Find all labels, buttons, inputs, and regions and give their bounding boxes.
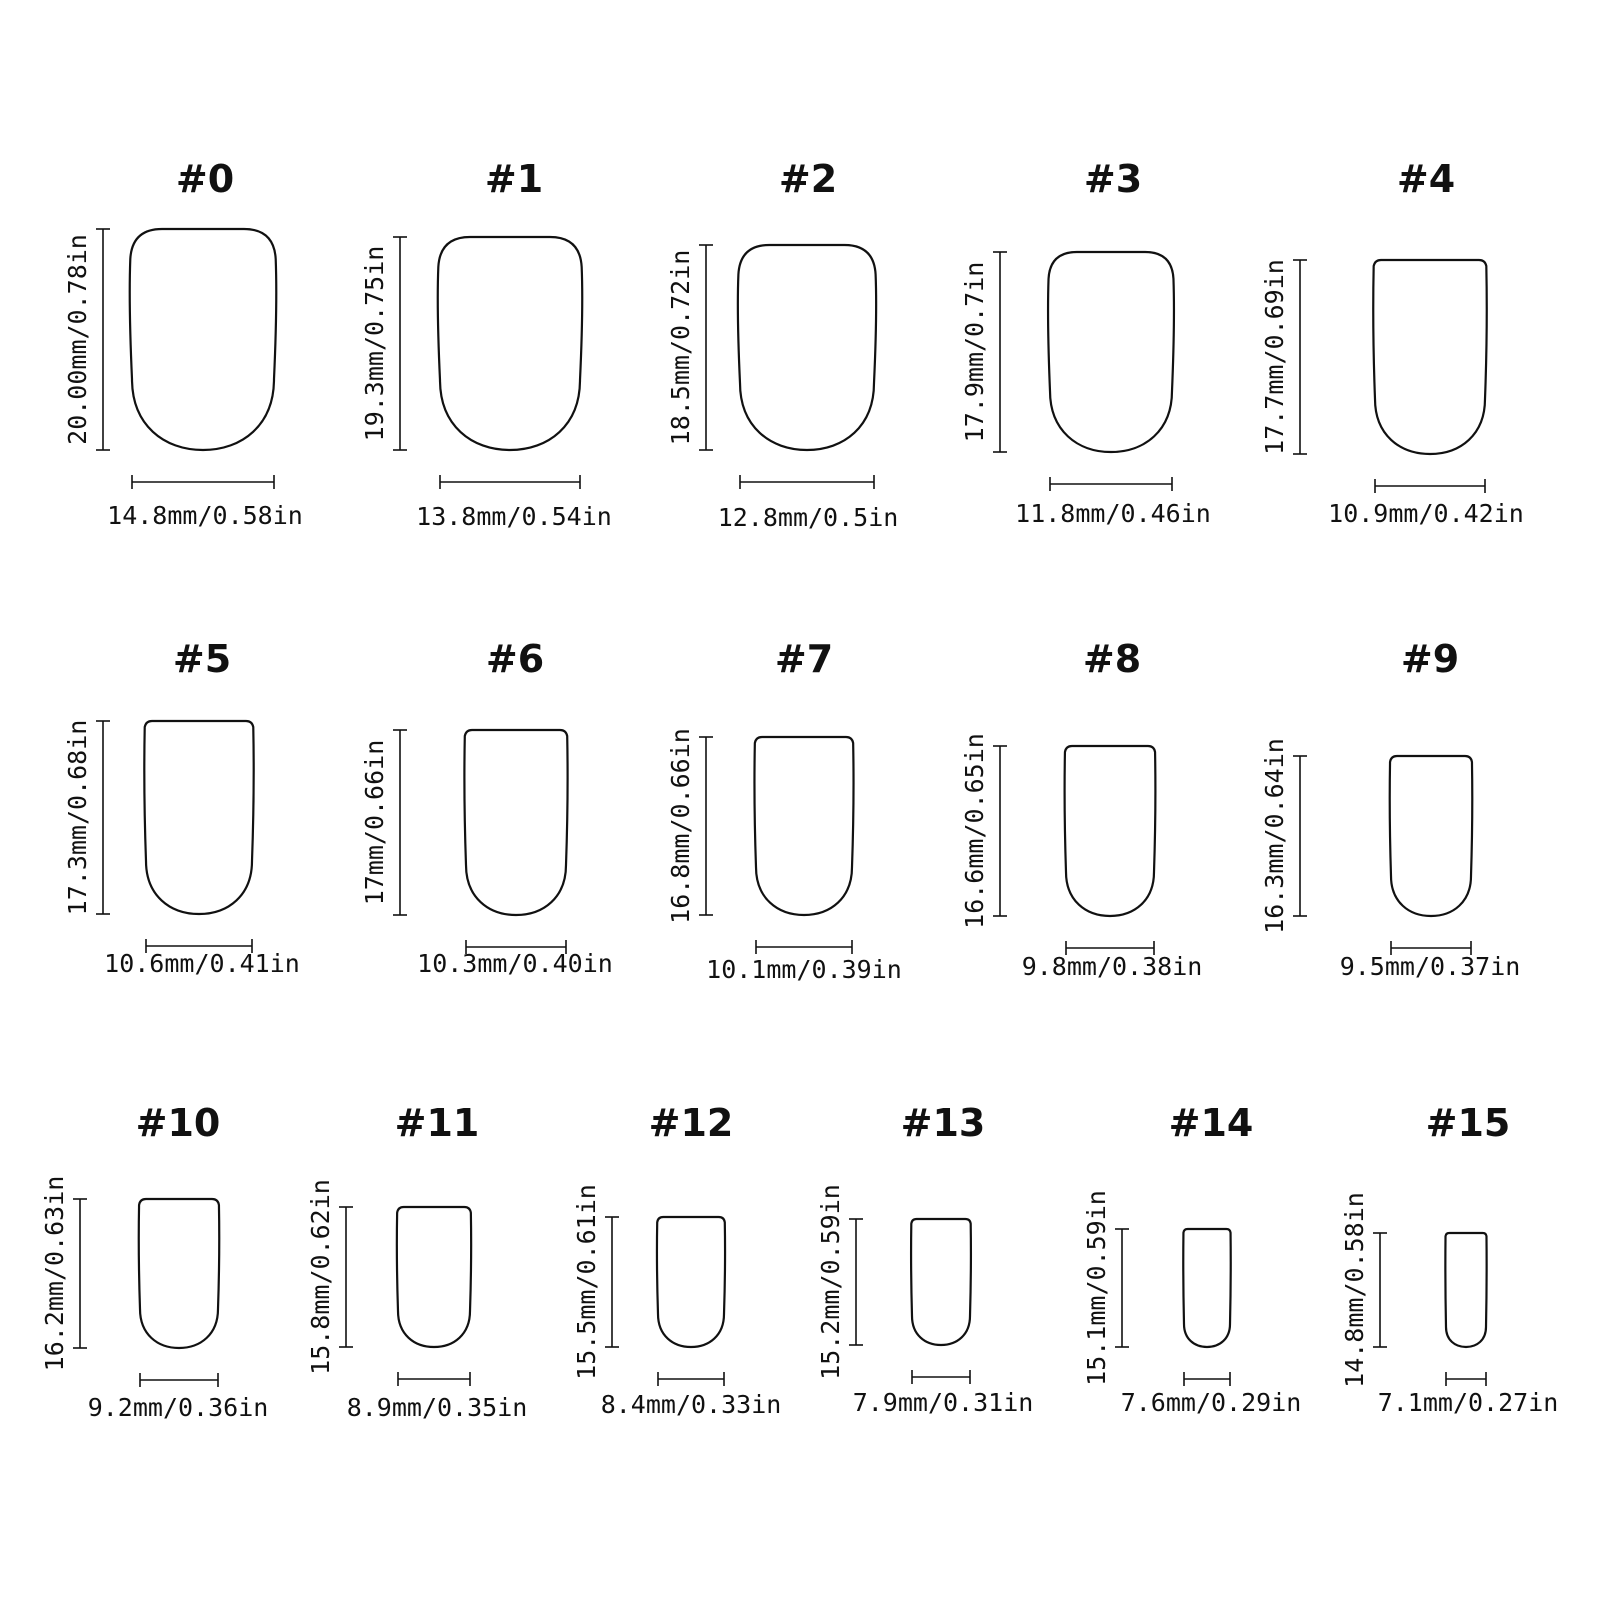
width-label: 7.1mm/0.27in [1377, 1388, 1559, 1417]
length-label: 17.9mm/0.7in [960, 261, 989, 443]
size-group [1082, 1101, 1301, 1417]
length-label: 15.1mm/0.59in [1082, 1190, 1111, 1386]
width-label: 7.6mm/0.29in [1120, 1388, 1302, 1417]
size-label: #4 [1396, 157, 1456, 201]
length-label: 18.5mm/0.72in [666, 249, 695, 446]
length-label: 15.8mm/0.62in [306, 1179, 335, 1375]
length-label: 15.2mm/0.59in [816, 1184, 845, 1380]
size-label: #15 [1425, 1101, 1511, 1145]
length-label: 16.6mm/0.65in [960, 733, 989, 929]
length-label: 20.00mm/0.78in [63, 234, 92, 445]
width-label: 10.3mm/0.40in [417, 949, 613, 978]
length-dimension-line [393, 237, 407, 450]
size-label: #0 [175, 157, 235, 201]
length-dimension-line [1293, 260, 1307, 454]
nail-outline [397, 1207, 471, 1347]
width-dimension-line [140, 1373, 218, 1387]
width-label: 9.5mm/0.37in [1339, 952, 1521, 981]
size-group [960, 157, 1211, 528]
width-dimension-line [658, 1372, 724, 1386]
length-label: 16.8mm/0.66in [666, 728, 695, 924]
size-group [40, 1101, 268, 1422]
size-group [1340, 1101, 1558, 1417]
width-dimension-line [1050, 477, 1172, 491]
size-group [572, 1101, 781, 1419]
size-label: #5 [172, 637, 232, 681]
size-group [63, 157, 303, 530]
width-label: 8.4mm/0.33in [600, 1390, 782, 1419]
width-label: 10.6mm/0.41in [104, 949, 300, 978]
width-label: 10.1mm/0.39in [706, 955, 902, 984]
nail-outline [1373, 260, 1487, 454]
length-dimension-line [699, 245, 713, 450]
width-label: 7.9mm/0.31in [852, 1388, 1034, 1417]
width-dimension-line [1446, 1372, 1486, 1386]
nail-outline [130, 229, 277, 450]
size-label: #6 [485, 637, 545, 681]
nail-outline [139, 1199, 219, 1348]
length-dimension-line [1373, 1233, 1387, 1347]
length-dimension-line [699, 737, 713, 915]
nail-outline [1065, 746, 1156, 916]
nail-outline [438, 237, 582, 450]
width-dimension-line [440, 475, 580, 489]
width-dimension-line [1375, 479, 1485, 493]
length-dimension-line [993, 746, 1007, 916]
length-dimension-line [393, 730, 407, 915]
size-group [306, 1101, 527, 1422]
width-label: 11.8mm/0.46in [1015, 499, 1211, 528]
length-label: 17.7mm/0.69in [1260, 259, 1289, 455]
nail-outline [1390, 756, 1473, 916]
width-dimension-line [740, 475, 874, 489]
width-label: 14.8mm/0.58in [107, 501, 303, 530]
length-dimension-line [339, 1207, 353, 1347]
width-dimension-line [132, 475, 274, 489]
size-label: #1 [484, 157, 544, 201]
width-dimension-line [756, 940, 852, 954]
nail-outline [144, 721, 253, 914]
width-label: 10.9mm/0.42in [1328, 499, 1524, 528]
length-label: 16.2mm/0.63in [40, 1175, 69, 1372]
width-label: 9.2mm/0.36in [87, 1393, 269, 1422]
size-label: #13 [900, 1101, 986, 1145]
nail-outline [1445, 1233, 1486, 1347]
width-dimension-line [912, 1370, 970, 1384]
length-label: 15.5mm/0.61in [572, 1184, 601, 1380]
length-dimension-line [849, 1219, 863, 1345]
size-group [360, 157, 612, 531]
size-label: #14 [1168, 1101, 1254, 1145]
size-group [360, 637, 613, 978]
nail-outline [911, 1219, 971, 1345]
nail-outline [738, 245, 876, 450]
length-dimension-line [1115, 1229, 1129, 1347]
size-label: #3 [1083, 157, 1143, 201]
size-label: #11 [394, 1101, 480, 1145]
size-group [960, 637, 1202, 981]
size-group [666, 637, 902, 984]
width-dimension-line [1184, 1372, 1230, 1386]
nail-outline [657, 1217, 725, 1347]
width-label: 9.8mm/0.38in [1021, 952, 1203, 981]
size-label: #12 [648, 1101, 734, 1145]
size-group [666, 157, 898, 532]
width-label: 12.8mm/0.5in [717, 503, 899, 532]
length-dimension-line [73, 1199, 87, 1348]
length-label: 19.3mm/0.75in [360, 245, 389, 442]
nail-outline [1183, 1229, 1230, 1347]
length-dimension-line [96, 229, 110, 450]
length-dimension-line [605, 1217, 619, 1347]
nail-outline [1048, 252, 1174, 452]
width-label: 8.9mm/0.35in [346, 1393, 528, 1422]
size-group [63, 637, 300, 978]
size-group [816, 1101, 1033, 1417]
length-dimension-line [1293, 756, 1307, 916]
length-label: 16.3mm/0.64in [1260, 738, 1289, 934]
size-label: #9 [1400, 637, 1460, 681]
length-label: 14.8mm/0.58in [1340, 1192, 1369, 1388]
nail-outline [754, 737, 853, 915]
size-group [1260, 637, 1520, 981]
size-group [1260, 157, 1524, 528]
size-label: #10 [135, 1101, 221, 1145]
width-dimension-line [398, 1372, 470, 1386]
width-label: 13.8mm/0.54in [416, 502, 612, 531]
nail-outline [464, 730, 567, 915]
size-label: #2 [778, 157, 838, 201]
length-dimension-line [993, 252, 1007, 452]
size-label: #8 [1082, 637, 1142, 681]
size-label: #7 [774, 637, 834, 681]
length-label: 17mm/0.66in [360, 739, 389, 906]
length-dimension-line [96, 721, 110, 914]
length-label: 17.3mm/0.68in [63, 719, 92, 916]
